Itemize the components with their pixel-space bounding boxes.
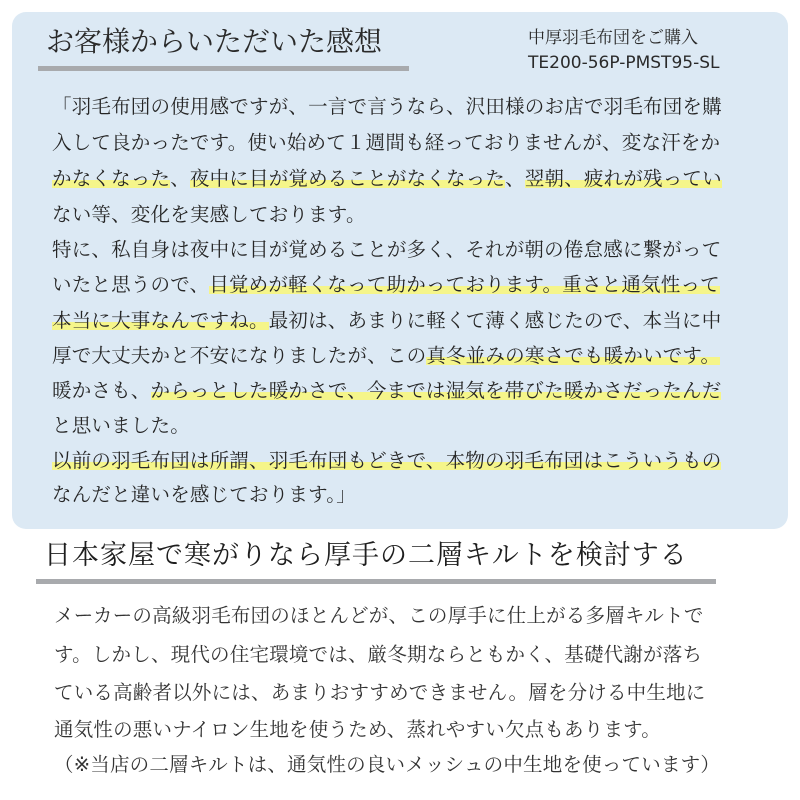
purchase-info — [528, 26, 719, 76]
advice-heading: 日本家屋で寒がりなら厚手の二層キルトを検討する — [44, 540, 688, 571]
review-text: ない等、変化を実感しております。 — [52, 203, 366, 226]
review-line-5 — [52, 237, 721, 263]
review-heading-underline — [38, 66, 409, 71]
review-line-7 — [52, 308, 721, 334]
review-line-6 — [52, 272, 720, 298]
review-line-4 — [52, 202, 366, 228]
review-highlight: 以前の羽毛布団は所謂、羽毛布団もどきで、本物の羽毛布団はこういうもの — [52, 449, 722, 472]
review-line-2 — [52, 130, 720, 156]
review-text: いたと思うので、 — [52, 273, 210, 296]
advice-heading-underline — [36, 579, 716, 584]
review-text: なんだと違いを感じております。」 — [52, 483, 356, 506]
review-highlight: 目覚めが軽くなって助かっております。重さと通気性って — [209, 273, 720, 296]
review-text: 、 — [170, 167, 190, 190]
review-text: 特に、私自身は夜中に目が覚めることが多く、それが朝の倦怠感に繋がって — [52, 238, 722, 261]
review-text: 入して良かったです。使い始めて１週間も経っておりませんが、変な汗をか — [52, 131, 721, 154]
review-highlight: 夜中に目が覚めることがなくなった — [189, 167, 506, 190]
review-text: と思いました。 — [52, 414, 190, 437]
review-line-10 — [52, 413, 190, 439]
review-line-9 — [52, 378, 721, 404]
advice-line-5: （※当店の二層キルトは、通気性の良いメッシュの中生地を使っています） — [54, 753, 721, 776]
advice-line-3: ている高齢者以外には、あまりおすすめできません。層を分ける中生地に — [54, 681, 706, 704]
review-line-12 — [52, 482, 356, 508]
review-highlight: 翌朝、疲れが残ってい — [524, 167, 722, 190]
review-heading: お客様からいただいた感想 — [46, 25, 383, 58]
review-text: 厚で大丈夫かと不安になりましたが、この — [52, 344, 427, 367]
review-highlight: かなくなった — [52, 167, 171, 190]
advice-line-4: 通気性の悪いナイロン生地を使うため、蒸れやすい欠点もあります。 — [54, 718, 661, 741]
review-line-11 — [52, 448, 721, 474]
review-line-3 — [52, 166, 722, 192]
review-text: 「羽毛布団の使用感ですが、一言で言うなら、沢田様のお店で羽毛布団を購 — [52, 95, 722, 118]
advice-line-1: メーカーの高級羽毛布団のほとんどが、この厚手に仕上がる多層キルトで — [54, 604, 704, 627]
purchase-product: 中厚羽毛布団をご購入 — [528, 28, 698, 48]
review-highlight: 本当に大事なんですね。 — [52, 309, 269, 332]
review-highlight: 真冬並みの寒さでも暖かいです。 — [426, 344, 721, 367]
review-highlight: からっとした暖かさで、今までは湿気を帯びた暖かさだったんだ — [150, 379, 722, 402]
review-line-1 — [52, 94, 722, 120]
purchase-model-number: TE200-56P-PMST95-SL — [528, 53, 720, 73]
review-text: 最初は、あまりに軽くて薄く感じたので、本当に中 — [268, 309, 722, 332]
review-text: 、 — [505, 167, 525, 190]
review-text: 暖かさも、 — [52, 379, 151, 402]
advice-line-2: す。しかし、現代の住宅環境では、厳冬期ならともかく、基礎代謝が落ち — [54, 643, 703, 666]
review-line-8 — [52, 343, 720, 369]
